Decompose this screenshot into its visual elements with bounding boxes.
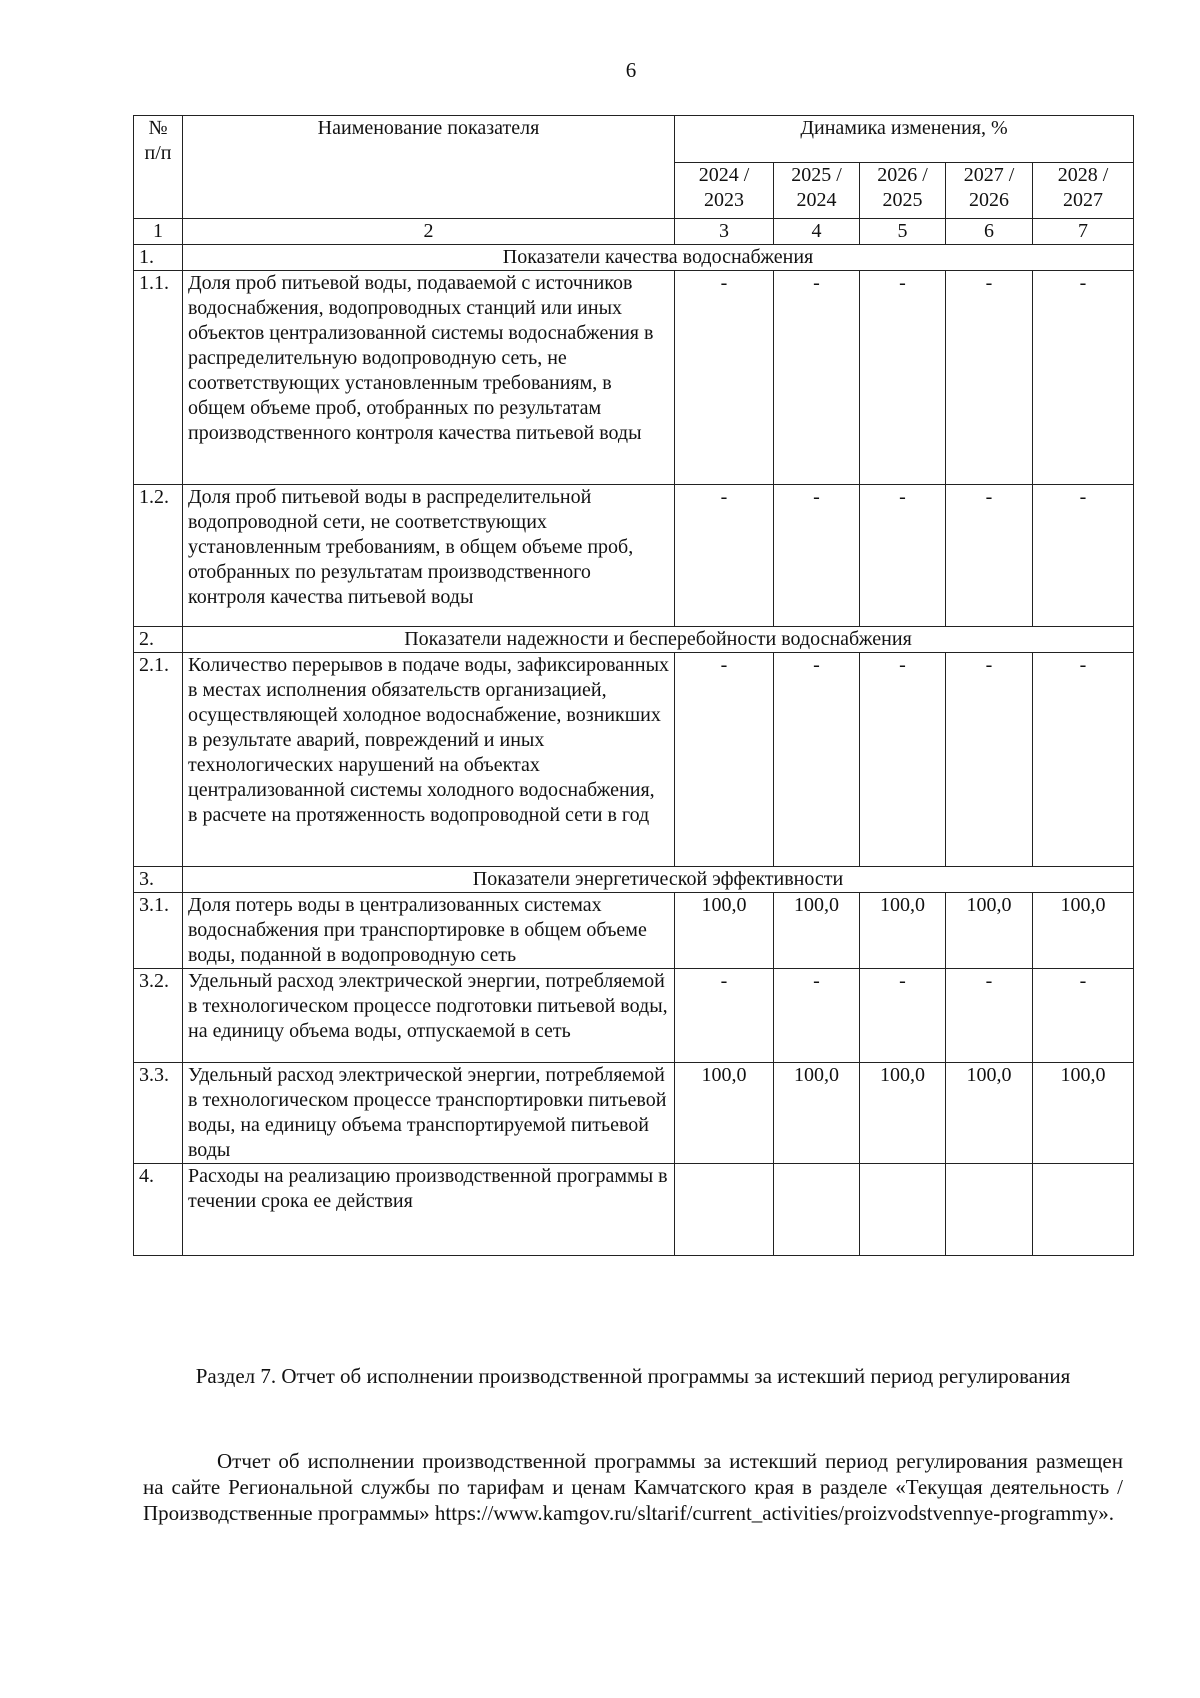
indicator-value: - <box>946 653 1033 867</box>
table-row <box>134 969 1134 1063</box>
table-row <box>134 1063 1134 1164</box>
column-number: 7 <box>1033 219 1134 245</box>
indicator-value <box>946 1164 1033 1256</box>
section-number: 1. <box>134 245 183 271</box>
indicator-value: - <box>675 969 774 1063</box>
table-row <box>134 1164 1134 1256</box>
indicators-table <box>133 115 1134 1256</box>
column-number: 4 <box>774 219 860 245</box>
indicator-value: - <box>675 485 774 627</box>
section-title: Показатели качества водоснабжения <box>183 245 1134 271</box>
indicator-value: 100,0 <box>774 893 860 969</box>
indicator-value: - <box>1033 969 1134 1063</box>
header-year: 2025 / 2024 <box>774 163 860 219</box>
header-dynamics: Динамика изменения, % <box>675 116 1134 163</box>
section-row <box>134 245 1134 271</box>
indicator-value: 100,0 <box>675 1063 774 1164</box>
indicator-value <box>860 1164 946 1256</box>
row-number: 1.1. <box>134 271 183 485</box>
row-number: 3.3. <box>134 1063 183 1164</box>
indicator-name: Расходы на реализацию производственной программы в течении срока ее действия <box>183 1164 675 1256</box>
section-row <box>134 867 1134 893</box>
indicator-value: - <box>1033 653 1134 867</box>
table-row <box>134 893 1134 969</box>
indicator-value: - <box>860 271 946 485</box>
indicator-name: Доля проб питьевой воды, подаваемой с источников водоснабжения, водопроводных станций или иных объектов централизованной системы водоснабжения в распределительную водопроводную сеть, не соответствующих установленным требованиям, в общем объеме проб, отобранных по результатам производственного контроля качества питьевой воды <box>183 271 675 485</box>
table-row <box>134 653 1134 867</box>
header-name: Наименование показателя <box>183 116 675 219</box>
indicator-value: 100,0 <box>946 893 1033 969</box>
row-number: 1.2. <box>134 485 183 627</box>
indicator-name: Удельный расход электрической энергии, потребляемой в технологическом процессе транспортировки питьевой воды, на единицу объема транспортируемой питьевой воды <box>183 1063 675 1164</box>
indicator-value: 100,0 <box>860 893 946 969</box>
row-number: 2.1. <box>134 653 183 867</box>
header-year: 2024 / 2023 <box>675 163 774 219</box>
indicator-name: Удельный расход электрической энергии, потребляемой в технологическом процессе подготовки питьевой воды, на единицу объема воды, отпускаемой в сеть <box>183 969 675 1063</box>
header-num: № п/п <box>134 116 183 219</box>
column-number: 2 <box>183 219 675 245</box>
table-row <box>134 271 1134 485</box>
indicator-value: 100,0 <box>1033 1063 1134 1164</box>
indicator-value: 100,0 <box>675 893 774 969</box>
indicator-value: 100,0 <box>946 1063 1033 1164</box>
indicator-value: 100,0 <box>1033 893 1134 969</box>
column-number: 1 <box>134 219 183 245</box>
column-number: 3 <box>675 219 774 245</box>
header-year: 2027 / 2026 <box>946 163 1033 219</box>
indicator-value <box>1033 1164 1134 1256</box>
indicator-value: - <box>860 969 946 1063</box>
indicator-value: - <box>774 653 860 867</box>
indicator-value <box>675 1164 774 1256</box>
indicator-value: - <box>860 485 946 627</box>
section7-text: Отчет об исполнении производственной программы за истекший период регулирования размещен на сайте Региональной службы по тарифам и ценам Камчатского края в разделе «Текущая деятельность / Производственные программы» https://www.kamgov.ru/sltarif/current_activities/proizvodstvennye-programmy». <box>143 1449 1123 1525</box>
indicator-value: - <box>675 271 774 485</box>
section-title: Показатели надежности и бесперебойности водоснабжения <box>183 627 1134 653</box>
indicator-name: Количество перерывов в подаче воды, зафиксированных в местах исполнения обязательств организацией, осуществляющей холодное водоснабжение, возникших в результате аварий, повреждений и иных технологических нарушений на объектах централизованной системы холодного водоснабжения, в расчете на протяженность водопроводной сети в год <box>183 653 675 867</box>
row-number: 3.1. <box>134 893 183 969</box>
indicator-value: 100,0 <box>774 1063 860 1164</box>
indicator-name: Доля проб питьевой воды в распределительной водопроводной сети, не соответствующих установленным требованиям, в общем объеме проб, отобранных по результатам производственного контроля качества питьевой воды <box>183 485 675 627</box>
page-number: 6 <box>625 58 637 82</box>
indicator-value: - <box>774 969 860 1063</box>
section-number: 3. <box>134 867 183 893</box>
header-year: 2026 / 2025 <box>860 163 946 219</box>
indicator-value: - <box>774 271 860 485</box>
indicator-value: 100,0 <box>860 1063 946 1164</box>
indicator-value: - <box>860 653 946 867</box>
section7-heading: Раздел 7. Отчет об исполнении производственной программы за истекший период регулирования <box>195 1364 1071 1388</box>
header-year: 2028 / 2027 <box>1033 163 1134 219</box>
section-number: 2. <box>134 627 183 653</box>
section-row <box>134 627 1134 653</box>
table-row <box>134 485 1134 627</box>
indicator-value: - <box>675 653 774 867</box>
indicator-value: - <box>946 485 1033 627</box>
indicator-value: - <box>946 271 1033 485</box>
indicator-name: Доля потерь воды в централизованных системах водоснабжения при транспортировке в общем объеме воды, поданной в водопроводную сеть <box>183 893 675 969</box>
indicator-value: - <box>946 969 1033 1063</box>
section-title: Показатели энергетической эффективности <box>183 867 1134 893</box>
indicator-value: - <box>1033 485 1134 627</box>
indicator-value: - <box>1033 271 1134 485</box>
indicator-value <box>774 1164 860 1256</box>
indicator-value: - <box>774 485 860 627</box>
row-number: 4. <box>134 1164 183 1256</box>
column-number: 6 <box>946 219 1033 245</box>
row-number: 3.2. <box>134 969 183 1063</box>
column-number: 5 <box>860 219 946 245</box>
